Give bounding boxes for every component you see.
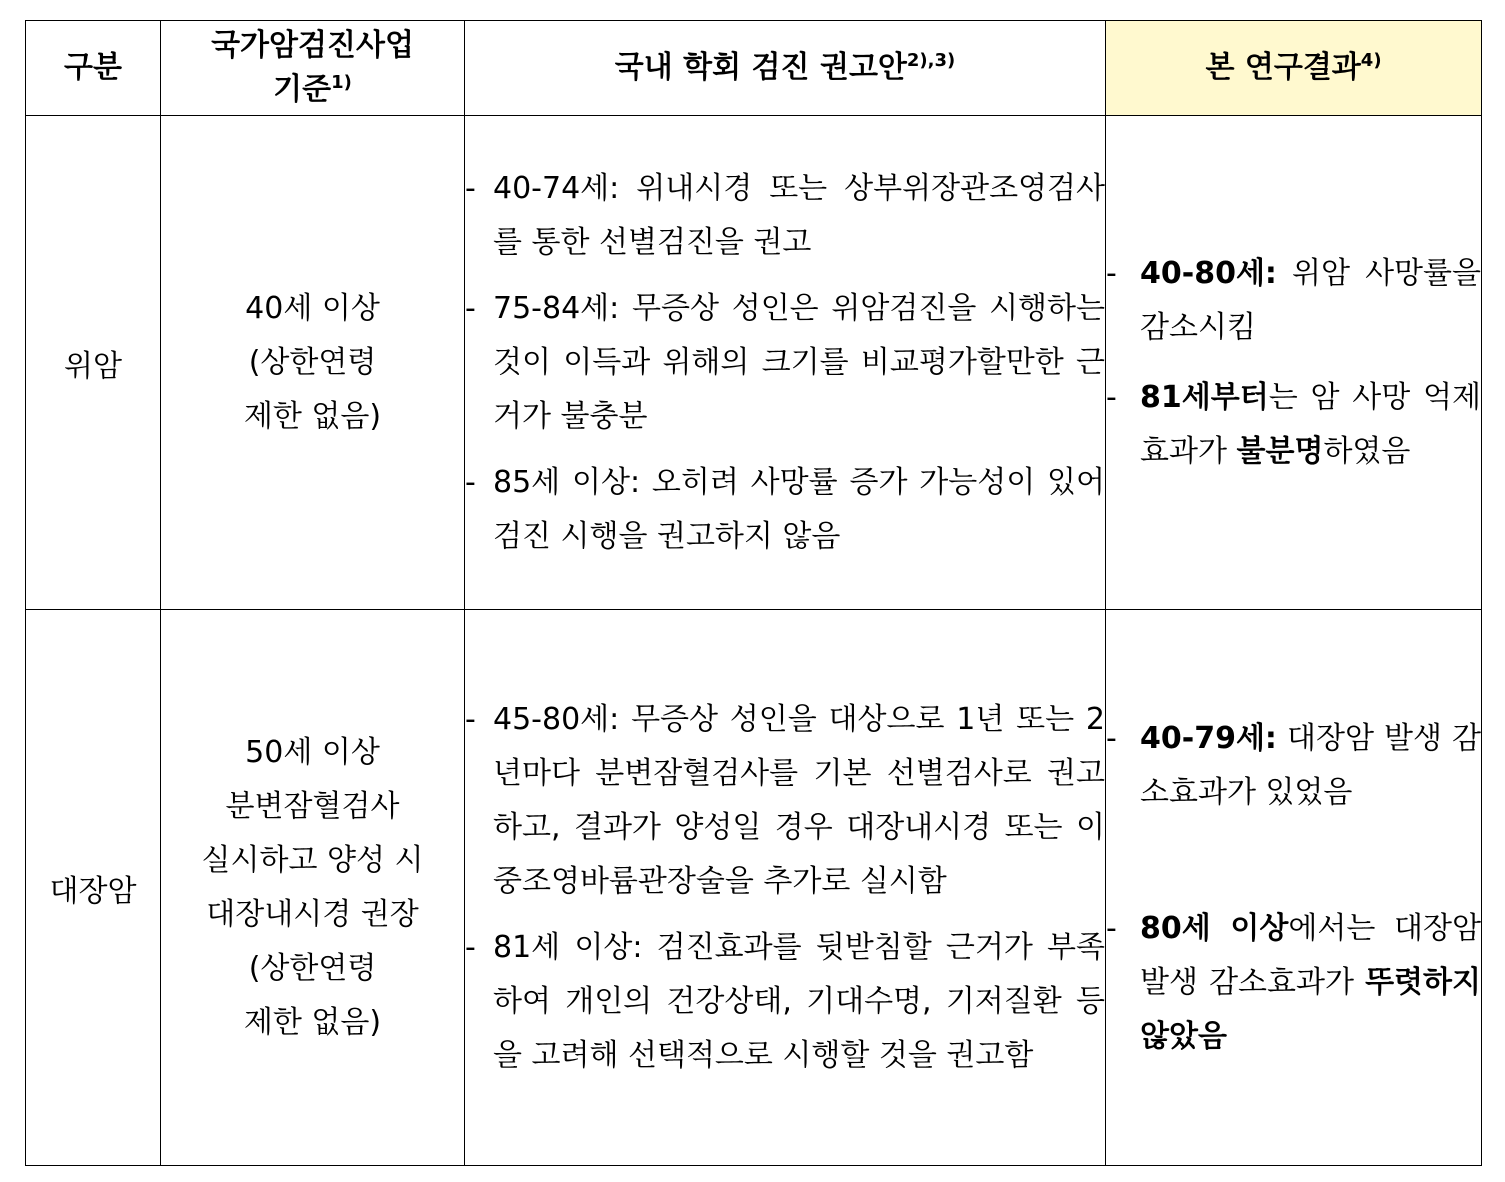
recommendation-item: - 45-80세: 무증상 성인을 대상으로 1년 또는 2년마다 분변잠혈검사를 기본 선별검사로 권고하고, 결과가 양성일 경우 대장내시경 또는 이중조영바륨관장술을 추가로 실시함	[465, 693, 1105, 909]
header-national-standard	[161, 21, 465, 116]
standard-line: 실시하고 양성 시	[201, 842, 424, 878]
result-tail: 하였음	[1323, 433, 1411, 469]
study-result-cell	[1106, 610, 1482, 1166]
result-item	[1106, 712, 1481, 820]
result-item	[1106, 371, 1481, 479]
row-category: 대장암	[26, 610, 161, 1166]
standard-line: (상한연령	[248, 950, 377, 986]
result-emphasis: 뚜렷하지 않았음	[1140, 964, 1481, 1054]
result-item	[1106, 902, 1481, 1064]
result-age-range: 81세부터	[1140, 379, 1269, 415]
standard-line: 제한 없음)	[243, 398, 382, 434]
standard-line: 분변잠혈검사	[225, 788, 400, 824]
society-recommendation-cell	[465, 610, 1106, 1166]
result-text: 는 암 사망 억제 효과가	[1140, 379, 1481, 469]
study-result-cell	[1106, 116, 1482, 610]
result-age-range: 40-80세:	[1140, 255, 1277, 291]
row-stomach-cancer	[26, 116, 1482, 610]
recommendation-item: - 85세 이상: 오히려 사망률 증가 가능성이 있어 검진 시행을 권고하지 않음	[465, 456, 1105, 564]
result-emphasis: 불분명	[1236, 433, 1324, 469]
header-national-line1: 국가암검진사업	[211, 28, 414, 63]
footnote-4: 4)	[1360, 50, 1382, 71]
recommendation-item: - 81세 이상: 검진효과를 뒷받침할 근거가 부족하여 개인의 건강상태, 기대수명, 기저질환 등을 고려해 선택적으로 시행할 것을 권고함	[465, 921, 1105, 1083]
standard-line: 40세 이상	[245, 290, 380, 326]
result-text: 위암 사망률을 감소시킴	[1140, 255, 1481, 345]
footnote-1: 1)	[331, 72, 352, 93]
standard-line: 50세 이상	[245, 734, 380, 770]
header-study-label: 본 연구결과	[1205, 50, 1361, 85]
national-standard-cell	[161, 116, 465, 610]
header-study-result	[1106, 21, 1482, 116]
standard-line: 제한 없음)	[243, 1004, 382, 1040]
result-item	[1106, 247, 1481, 355]
header-society-label: 국내 학회 검진 권고안	[614, 50, 907, 85]
header-society-recommendation	[465, 21, 1106, 116]
standard-line: (상한연령	[248, 344, 377, 380]
result-text: 대장암 발생 감소효과가 있었음	[1140, 720, 1481, 810]
result-text: 에서는 대장암 발생 감소효과가	[1140, 910, 1481, 1000]
standard-line: 대장내시경 권장	[206, 896, 419, 932]
header-category: 구분	[26, 21, 161, 116]
society-recommendation-cell	[465, 116, 1106, 610]
header-row	[26, 21, 1482, 116]
result-age-range: 40-79세:	[1140, 720, 1277, 756]
recommendation-item: - 40-74세: 위내시경 또는 상부위장관조영검사를 통한 선별검진을 권고	[465, 162, 1105, 270]
row-category: 위암	[26, 116, 161, 610]
recommendation-item: - 75-84세: 무증상 성인은 위암검진을 시행하는 것이 이득과 위해의 크기를 비교평가할만한 근거가 불충분	[465, 282, 1105, 444]
national-standard-cell	[161, 610, 465, 1166]
footnote-2-3: 2),3)	[906, 50, 956, 71]
header-national-line2: 기준	[273, 72, 332, 107]
result-age-range: 80세 이상	[1140, 910, 1289, 946]
row-colorectal-cancer	[26, 610, 1482, 1166]
screening-comparison-table	[25, 20, 1482, 1166]
